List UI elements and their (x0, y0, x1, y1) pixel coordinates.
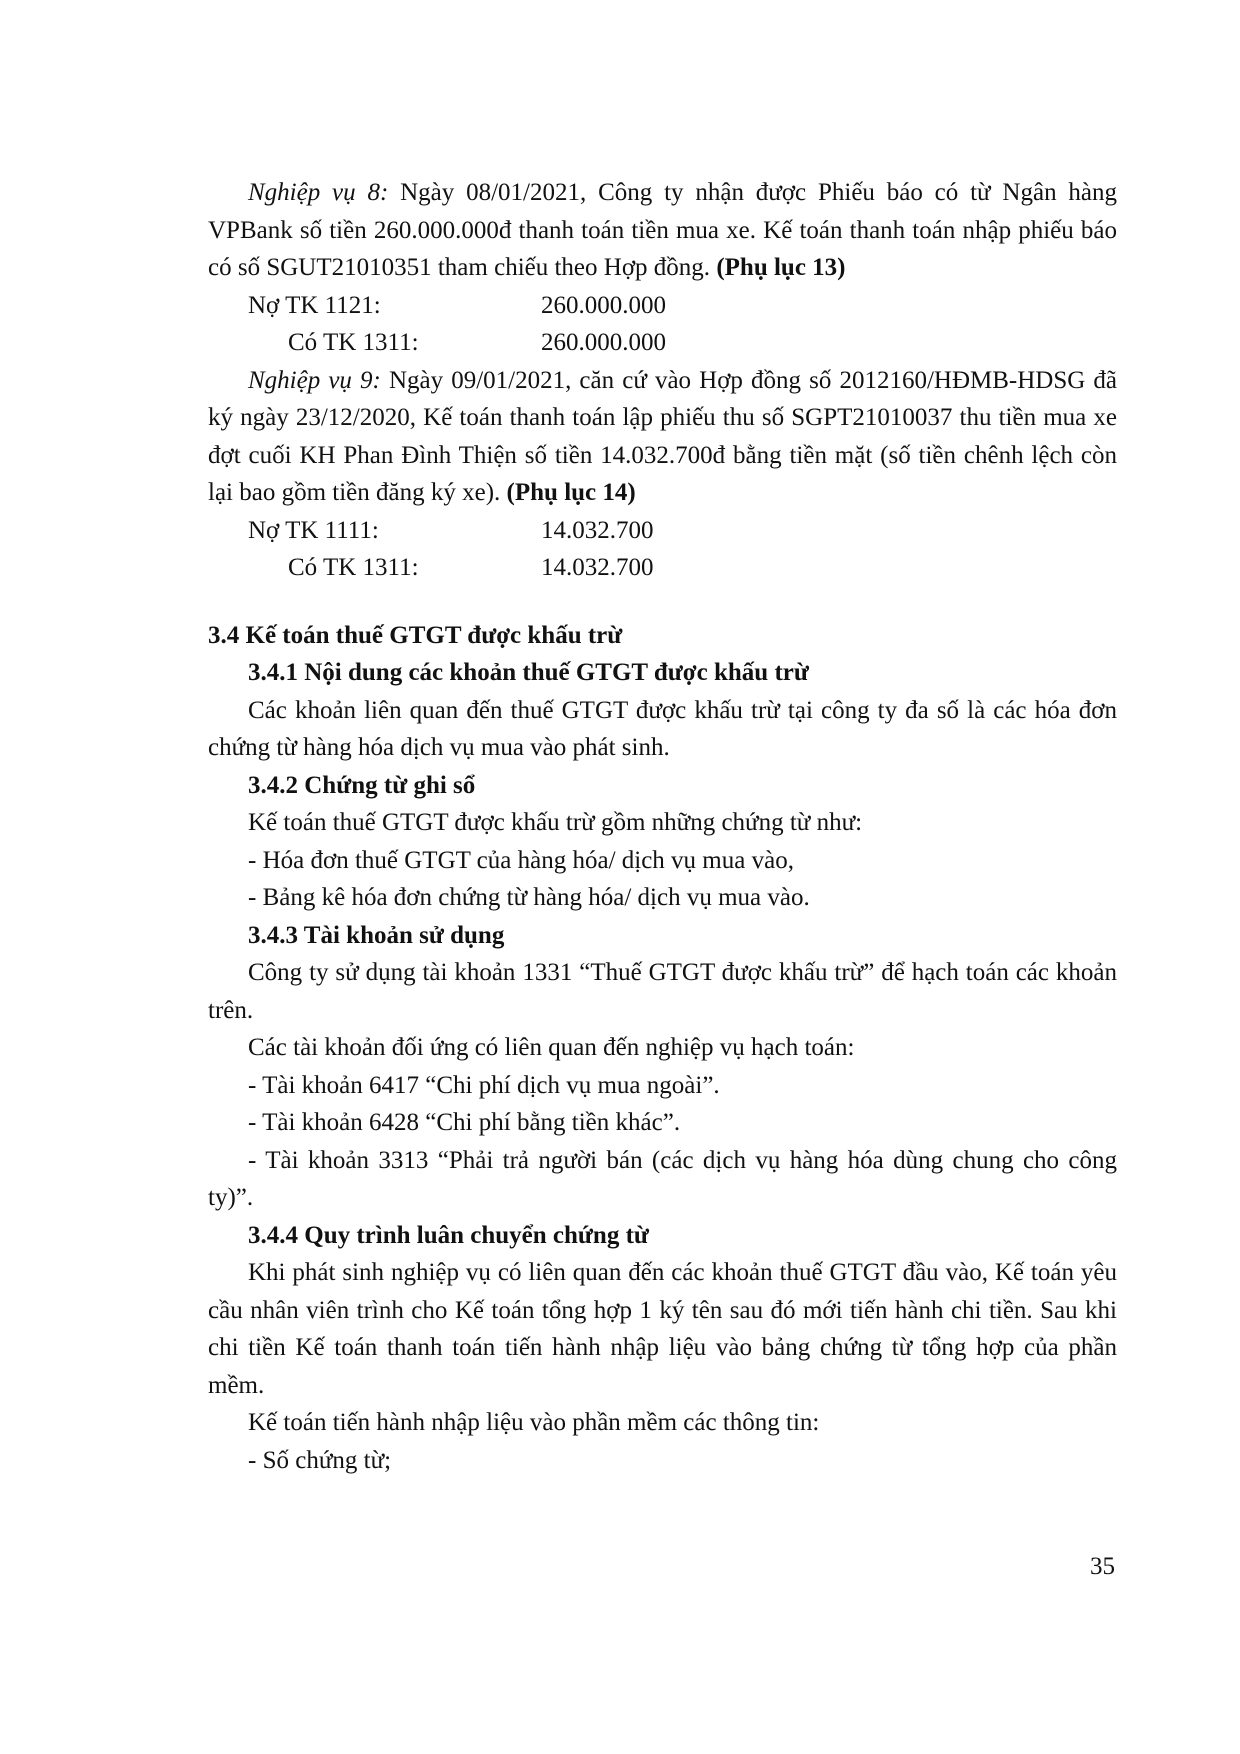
section-3-4-3-heading: 3.4.3 Tài khoản sử dụng (248, 921, 505, 949)
debit-amount: 260.000.000 (541, 291, 666, 319)
transaction-8-label: Nghiệp vụ 8: (248, 179, 389, 206)
debit-account-label: Nợ TK 1111: (248, 516, 379, 544)
section-3-4-2-intro: Kế toán thuế GTGT được khấu trừ gồm những chứng từ như: (248, 809, 863, 836)
transaction-8-text: Ngày 08/01/2021, Công ty nhận được Phiếu báo có từ Ngân hàng VPBank số tiền 260.000.000đ thanh toán tiền mua xe. Kế toán thanh toán nhập phiếu báo có số SGUT21010351 tham chiếu theo Hợp đồng. (208, 179, 1117, 281)
list-item: - Tài khoản 3313 “Phải trả người bán (các dịch vụ hàng hóa dùng chung cho công ty)”. (208, 1146, 1117, 1211)
list-item: - Số chứng từ; (248, 1446, 392, 1474)
transaction-9-label: Nghiệp vụ 9: (248, 366, 381, 394)
list-item: - Bảng kê hóa đơn chứng từ hàng hóa/ dịch vụ mua vào. (248, 884, 810, 911)
section-3-4-4-heading: 3.4.4 Quy trình luân chuyển chứng từ (248, 1221, 649, 1249)
transaction-9-paragraph (208, 362, 1117, 512)
credit-account-label: Có TK 1311: (288, 554, 419, 581)
section-3-4-4-paragraph: Khi phát sinh nghiệp vụ có liên quan đến các khoản thuế GTGT đầu vào, Kế toán yêu cầu nhân viên trình cho Kế toán tổng hợp 1 ký tên sau đó mới tiến hành chi tiền. Sau khi chi tiền Kế toán thanh toán tiến hành nhập liệu vào bảng chứng từ tổng hợp của phần mềm. (208, 1259, 1117, 1399)
section-3-4-heading: 3.4 Kế toán thuế GTGT được khấu trừ (208, 621, 623, 649)
transaction-9-ref: (Phụ lục 14) (506, 479, 636, 506)
transaction-8-ref: (Phụ lục 13) (716, 254, 846, 281)
section-3-4-2-heading: 3.4.2 Chứng từ ghi sổ (248, 771, 476, 799)
page-content (208, 174, 1117, 1479)
credit-account-label: Có TK 1311: (288, 329, 419, 356)
section-3-4-3-intro: Các tài khoản đối ứng có liên quan đến nghiệp vụ hạch toán: (248, 1034, 855, 1061)
section-3-4-3-paragraph: Công ty sử dụng tài khoản 1331 “Thuế GTGT được khấu trừ” để hạch toán các khoản trên. (208, 959, 1117, 1024)
list-item: - Tài khoản 6417 “Chi phí dịch vụ mua ngoài”. (248, 1071, 720, 1099)
transaction-8-credit-entry (208, 324, 1117, 362)
list-item: - Tài khoản 6428 “Chi phí bằng tiền khác”. (248, 1109, 681, 1136)
transaction-8-debit-entry (208, 287, 1117, 325)
debit-amount: 14.032.700 (541, 516, 654, 544)
section-3-4-4-intro: Kế toán tiến hành nhập liệu vào phần mềm các thông tin: (248, 1409, 820, 1436)
transaction-9-debit-entry (208, 512, 1117, 550)
section-3-4-1-paragraph: Các khoản liên quan đến thuế GTGT được khấu trừ tại công ty đa số là các hóa đơn chứng từ hàng hóa dịch vụ mua vào phát sinh. (208, 696, 1117, 761)
credit-amount: 260.000.000 (541, 329, 666, 356)
transaction-9-text: Ngày 09/01/2021, căn cứ vào Hợp đồng số 2012160/HĐMB-HDSG đã ký ngày 23/12/2020, Kế toán thanh toán lập phiếu thu số SGPT21010037 thu tiền mua xe đợt cuối KH Phan Đình Thiện số tiền 14.032.700đ bằng tiền mặt (số tiền chênh lệch còn lại bao gồm tiền đăng ký xe). (208, 366, 1117, 506)
page-number: 35 (1090, 1553, 1115, 1580)
credit-amount: 14.032.700 (541, 554, 654, 581)
list-item: - Hóa đơn thuế GTGT của hàng hóa/ dịch vụ mua vào, (248, 846, 794, 874)
debit-account-label: Nợ TK 1121: (248, 291, 381, 319)
section-3-4-1-heading: 3.4.1 Nội dung các khoản thuế GTGT được khấu trừ (248, 659, 809, 686)
transaction-8-paragraph (208, 174, 1117, 287)
transaction-9-credit-entry (208, 549, 1117, 587)
